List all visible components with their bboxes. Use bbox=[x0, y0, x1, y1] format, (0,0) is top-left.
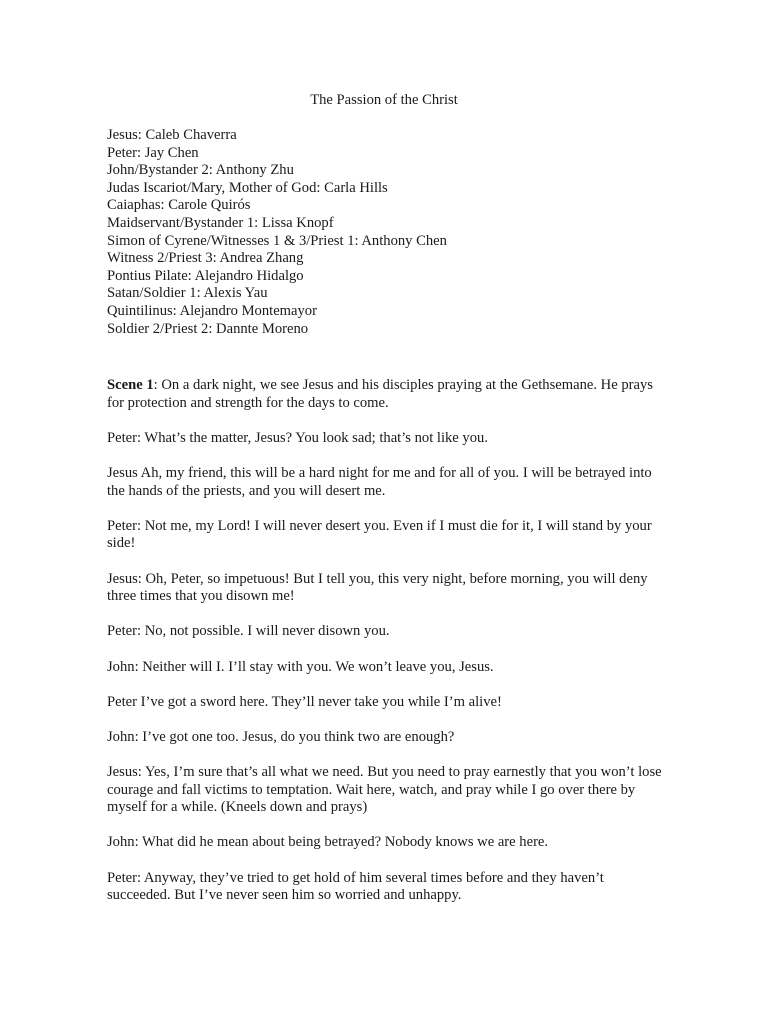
script-body bbox=[107, 377, 667, 922]
dialogue-line: Peter: Not me, my Lord! I will never desert you. Even if I must die for it, I will stand by your side! bbox=[107, 517, 652, 552]
cast-item: Pontius Pilate: Alejandro Hidalgo bbox=[107, 267, 304, 284]
scene-description bbox=[107, 377, 667, 412]
cast-item: Jesus: Caleb Chaverra bbox=[107, 127, 237, 143]
dialogue-line: Peter: Anyway, they’ve tried to get hold of him several times before and they haven’t succeeded. But I’ve never seen him so worried and unhappy. bbox=[107, 869, 604, 904]
dialogue-line: John: I’ve got one too. Jesus, do you think two are enough? bbox=[107, 728, 455, 745]
cast-item: Maidservant/Bystander 1: Lissa Knopf bbox=[107, 214, 334, 231]
scene-text: : On a dark night, we see Jesus and his disciples praying at the Gethsemane. He prays for protection and strength for the days to come. bbox=[107, 377, 653, 411]
dialogue-line: Jesus: Oh, Peter, so impetuous! But I tell you, this very night, before morning, you will deny three times that you disown me! bbox=[107, 570, 648, 605]
dialogue-line: Peter I’ve got a sword here. They’ll never take you while I’m alive! bbox=[107, 693, 502, 710]
dialogue-line: John: Neither will I. I’ll stay with you. We won’t leave you, Jesus. bbox=[107, 658, 494, 675]
cast-list bbox=[107, 127, 667, 338]
cast-item: Simon of Cyrene/Witnesses 1 & 3/Priest 1: Anthony Chen bbox=[107, 232, 447, 249]
document-title: The Passion of the Christ bbox=[310, 92, 458, 108]
cast-item: Peter: Jay Chen bbox=[107, 144, 199, 161]
cast-item: Judas Iscariot/Mary, Mother of God: Carla Hills bbox=[107, 179, 388, 196]
dialogue-line: John: What did he mean about being betrayed? Nobody knows we are here. bbox=[107, 834, 549, 851]
cast-item: John/Bystander 2: Anthony Zhu bbox=[107, 162, 294, 179]
cast-item: Soldier 2/Priest 2: Dannte Moreno bbox=[107, 320, 309, 337]
cast-item: Witness 2/Priest 3: Andrea Zhang bbox=[107, 250, 304, 267]
cast-item: Quintilinus: Alejandro Montemayor bbox=[107, 302, 317, 319]
cast-item: Caiaphas: Carole Quirós bbox=[107, 197, 251, 214]
cast-item: Satan/Soldier 1: Alexis Yau bbox=[107, 285, 268, 302]
dialogue-line: Peter: No, not possible. I will never disown you. bbox=[107, 623, 390, 640]
dialogue-line: Jesus Ah, my friend, this will be a hard night for me and for all of you. I will be betrayed into the hands of the priests, and you will desert me. bbox=[107, 464, 652, 499]
scene-label: Scene 1 bbox=[107, 377, 154, 393]
dialogue-line: Peter: What’s the matter, Jesus? You look sad; that’s not like you. bbox=[107, 429, 488, 446]
dialogue-line: Jesus: Yes, I’m sure that’s all what we need. But you need to pray earnestly that you won’t lose courage and fall victims to temptation. Wait here, watch, and pray while I go over there by myself for a while. (Kneels down and prays) bbox=[107, 764, 662, 816]
